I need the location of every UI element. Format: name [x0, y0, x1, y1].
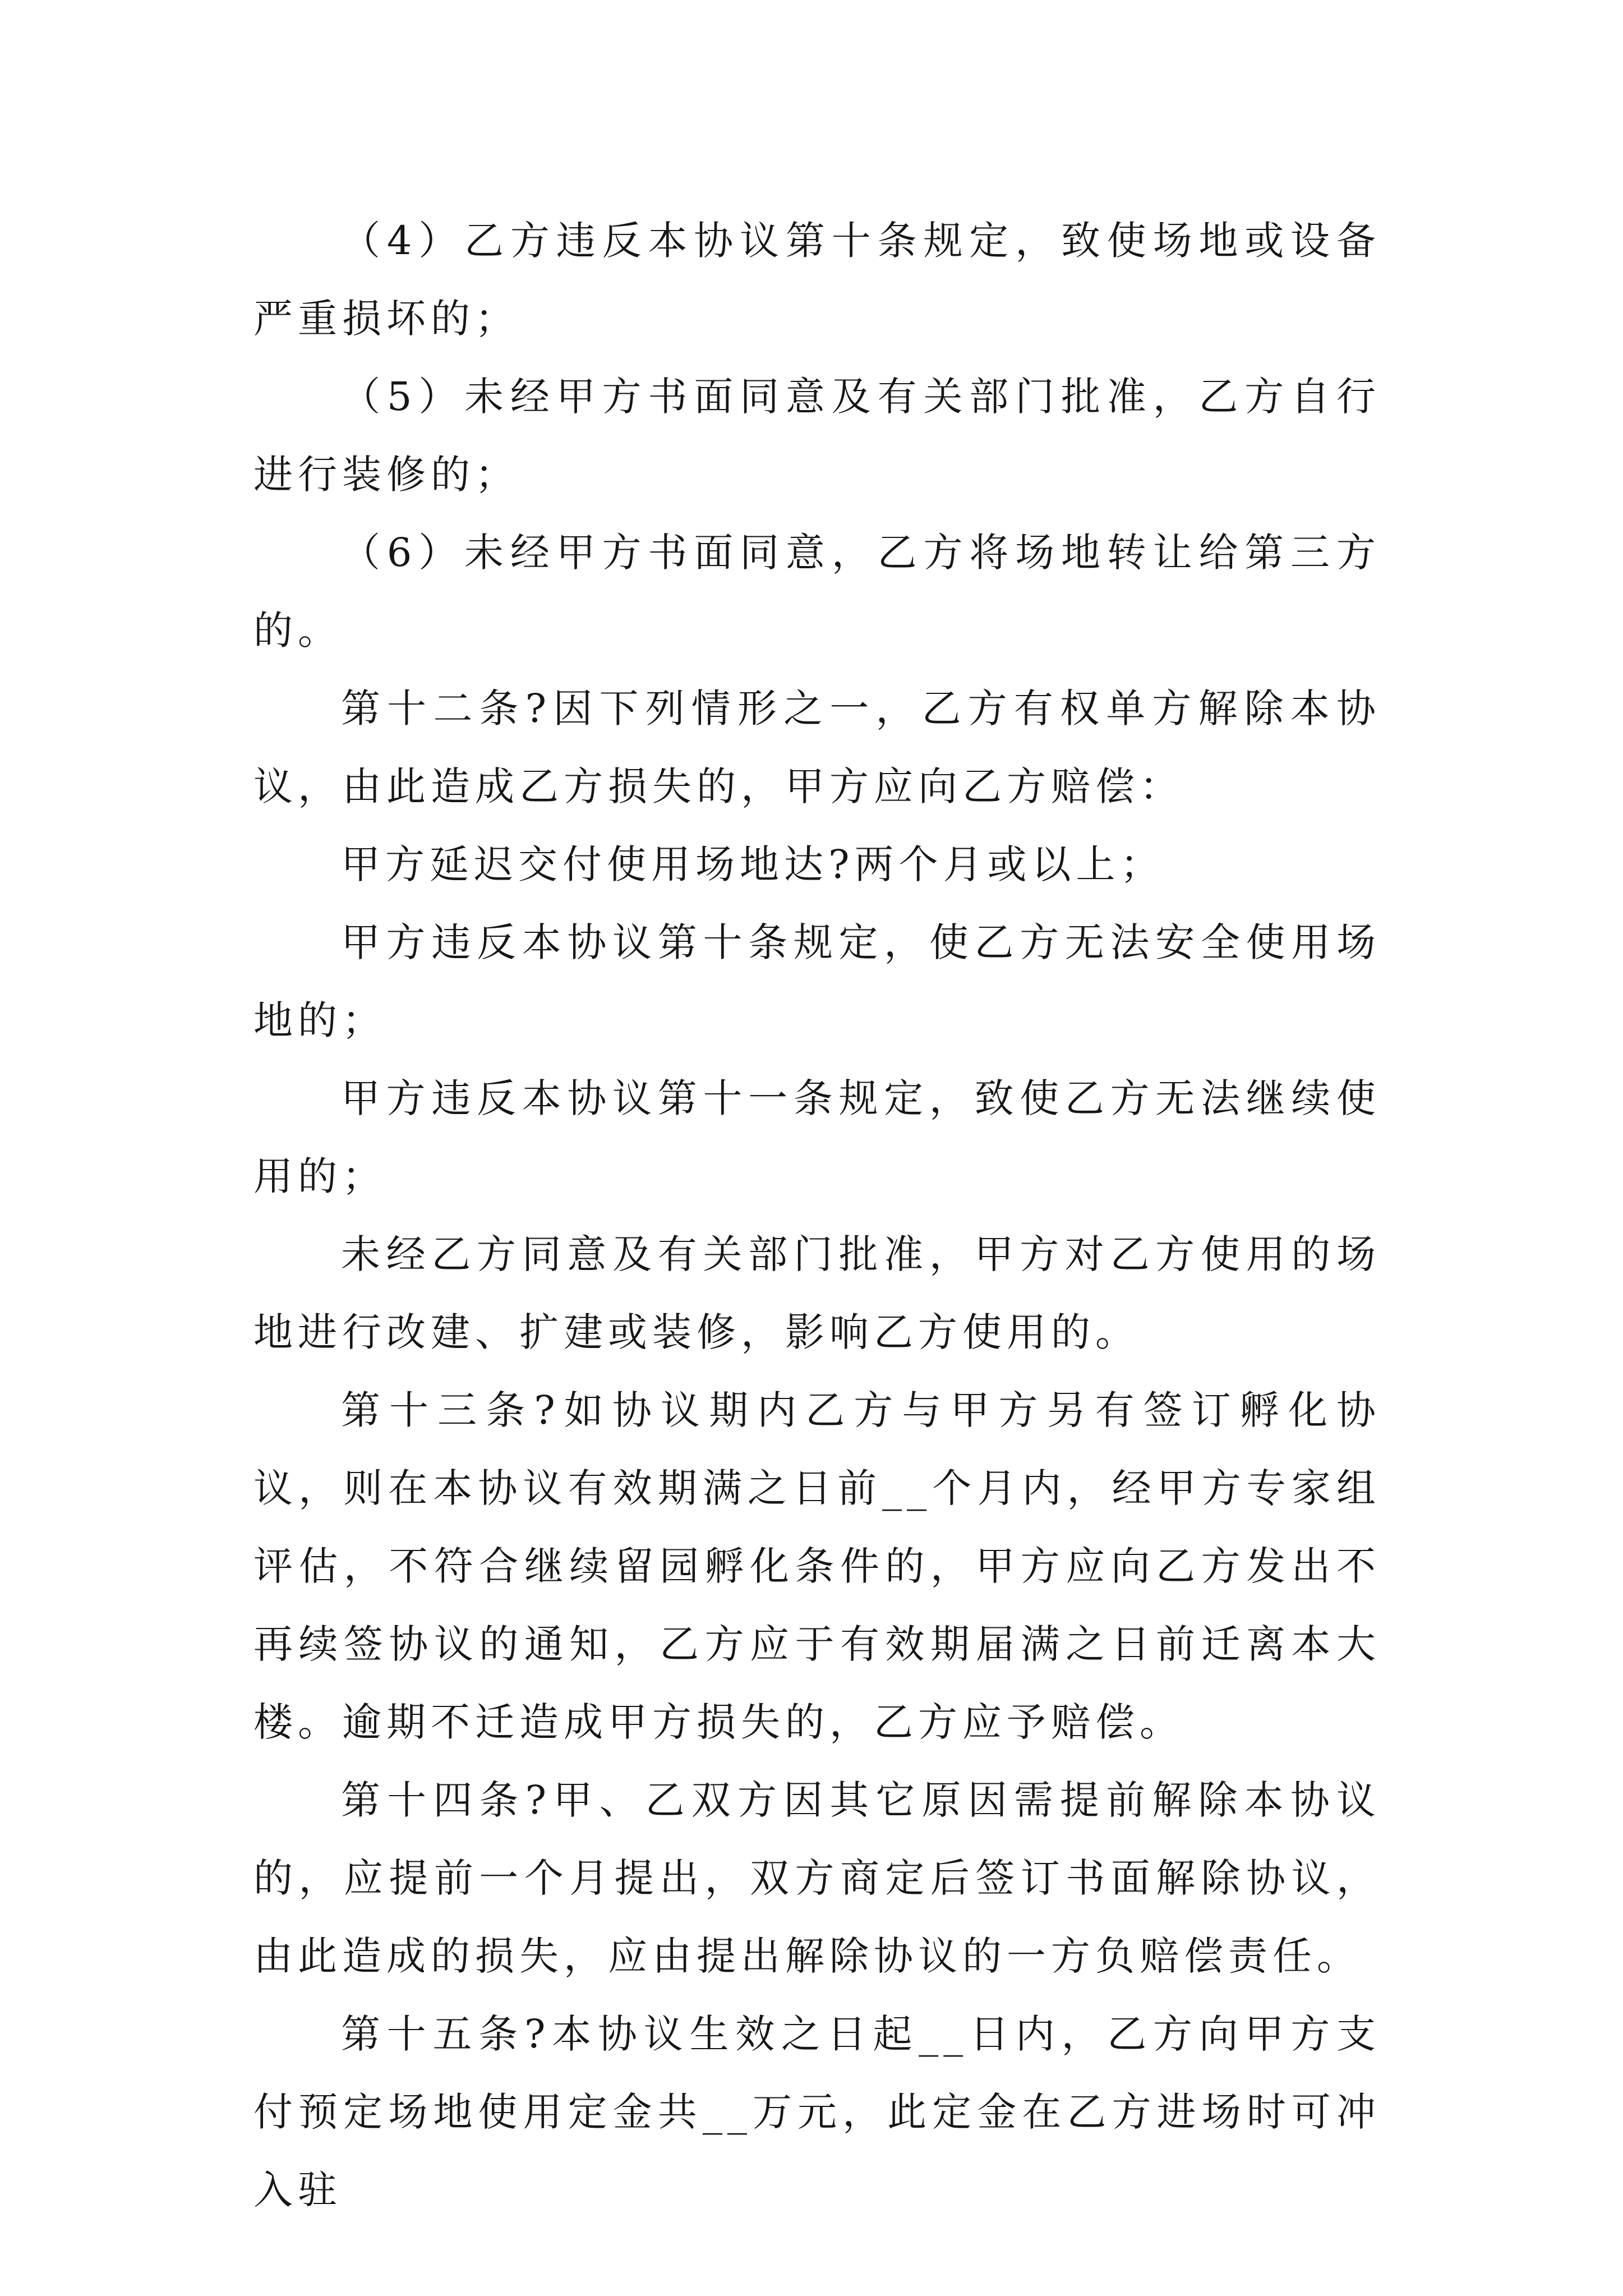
paragraph-clause-12-item-3: 甲方违反本协议第十一条规定，致使乙方无法继续使用的；	[253, 1075, 1381, 1199]
paragraph-clause-12-item-2: 甲方违反本协议第十条规定，使乙方无法安全使用场地的；	[253, 919, 1381, 1043]
paragraph-clause-15: 第十五条?本协议生效之日起__日内，乙方向甲方支付预定场地使用定金共__万元，此定金在乙方进场时可冲入驻	[253, 2011, 1381, 2213]
paragraph-clause-11-item-6: （6）未经甲方书面同意，乙方将场地转让给第三方的。	[253, 530, 1381, 654]
paragraph-clause-13: 第十三条?如协议期内乙方与甲方另有签订孵化协议，则在本协议有效期满之日前__个月内，经甲方专家组评估，不符合继续留园孵化条件的，甲方应向乙方发出不再续签协议的通知，乙方应于有效期届满之日前迁离本大楼。逾期不迁造成甲方损失的，乙方应予赔偿。	[253, 1387, 1381, 1745]
paragraph-clause-14: 第十四条?甲、乙双方因其它原因需提前解除本协议的，应提前一个月提出，双方商定后签订书面解除协议，由此造成的损失，应由提出解除协议的一方负赔偿责任。	[253, 1777, 1381, 1979]
paragraph-clause-11-item-5: （5）未经甲方书面同意及有关部门批准，乙方自行进行装修的；	[253, 374, 1381, 498]
paragraph-clause-11-item-4: （4）乙方违反本协议第十条规定，致使场地或设备严重损坏的；	[253, 218, 1381, 342]
document-body	[253, 202, 1381, 2229]
paragraph-clause-12-item-4: 未经乙方同意及有关部门批准，甲方对乙方使用的场地进行改建、扩建或装修，影响乙方使用的。	[253, 1231, 1381, 1355]
paragraph-clause-12: 第十二条?因下列情形之一，乙方有权单方解除本协议，由此造成乙方损失的，甲方应向乙方赔偿：	[253, 685, 1381, 809]
paragraph-clause-12-item-1: 甲方延迟交付使用场地达?两个月或以上；	[341, 841, 1165, 887]
